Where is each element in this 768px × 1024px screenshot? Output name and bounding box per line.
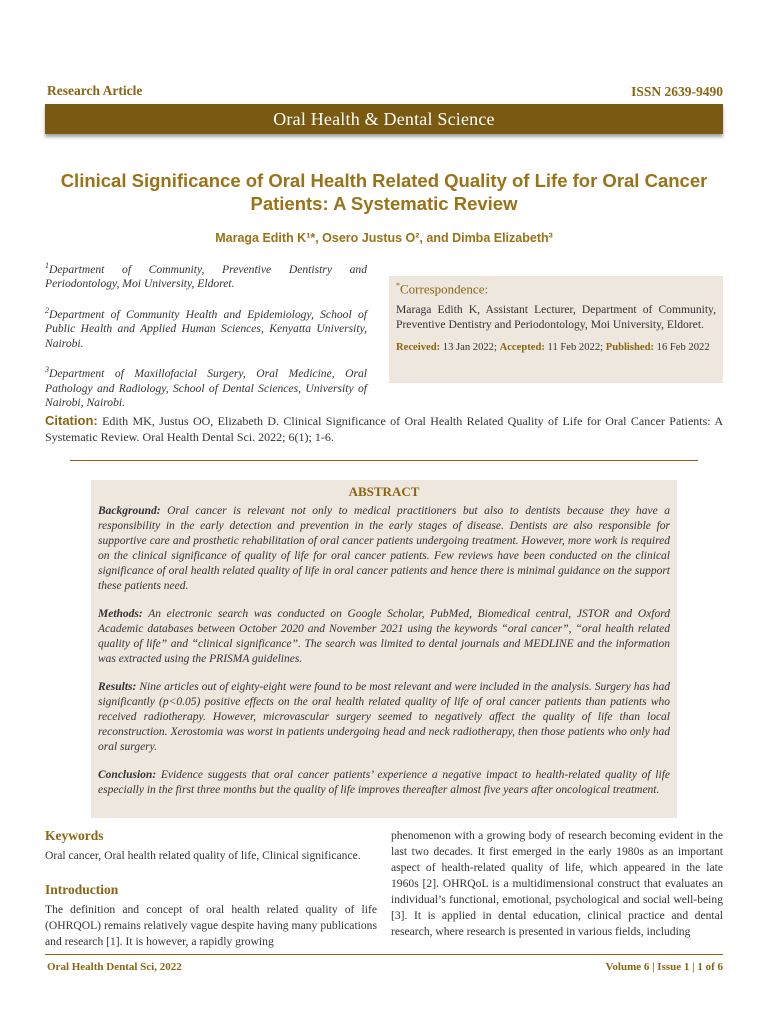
keywords-text: Oral cancer, Oral health related quality of life, Clinical significance.	[45, 849, 361, 862]
correspondence-mark: *	[396, 281, 400, 290]
keywords-heading: Keywords	[45, 828, 104, 843]
affiliation-number: 2	[45, 305, 49, 315]
conclusion-text: Evidence suggests that oral cancer patients’ experience a negative impact to health-related quality of life especially in the first three months but the quality of life improves thereafter almost five years after oncological treatment.	[98, 769, 670, 796]
affiliation-number: 3	[45, 365, 49, 375]
affiliations	[45, 259, 367, 423]
affiliation-item	[45, 259, 367, 292]
introduction-text-right: phenomenon with a growing body of research becoming evident in the last two decades. It first emerged in the early 1980s as an important aspect of health-related quality of life, which appeared in the late 1960s [2]. OHRQoL is a multidimensional construct that evaluates an individual’s functional, emotional, psychological and social well-being [3]. It is applied in dental education, clinical practice and dental research, where research is presented in various fields, including	[391, 829, 723, 938]
background-text: Oral cancer is relevant not only to medical practitioners but also to dentists because they have a responsibility in the early detection and prevention in the early stages of disease. Dentists are also responsible for supportive care and prosthetic rehabilitation of oral cancer patients undergoing treatment. However, more work is required on the clinical significance of quality of life for oral cancer patients. Few reviews have been conducted on the clinical significance of oral health related quality of life in oral cancer patients and hence there is minimal guidance on the support these patients need.	[98, 505, 670, 592]
journal-banner	[45, 104, 723, 134]
section-divider	[70, 460, 698, 461]
results-text: Nine articles out of eighty-eight were found to be most relevant and were included in the analysis. Surgery has had significantly (p<0.05) positive effects on the oral health related quality of life of oral cancer patients than patients who received radiotherapy. However, microvascular surgery seemed to negatively affect the quality of life than local reconstruction. Xerostomia was worst in patients undergoing head and neck radiotherapy, then those patients who only had oral surgery.	[98, 681, 670, 753]
methods-label: Methods:	[98, 608, 143, 620]
introduction-heading: Introduction	[45, 882, 119, 897]
accepted-date: 11 Feb 2022;	[544, 342, 606, 354]
author-list: Maraga Edith K¹*, Osero Justus O², and Dimba Elizabeth³	[215, 231, 553, 245]
citation-label: Citation:	[45, 413, 98, 428]
introduction-text-left: The definition and concept of oral health related quality of life (OHRQOL) remains relatively vague despite having many publications and research [1]. It is however, a rapidly growing	[45, 903, 377, 948]
paper-title: Clinical Significance of Oral Health Related Quality of Life for Oral Cancer Patients: A Systematic Review	[60, 170, 708, 214]
footer-journal: Oral Health Dental Sci, 2022	[47, 961, 182, 973]
abstract-box	[91, 480, 677, 818]
affiliation-item	[45, 304, 367, 351]
affiliation-text: Department of Maxillofacial Surgery, Oral Medicine, Oral Pathology and Radiology, School of Dental Sciences, University of Nairobi, Nairobi.	[45, 367, 367, 410]
right-column	[391, 828, 723, 940]
background-label: Background:	[98, 505, 161, 517]
abstract-conclusion	[98, 768, 670, 798]
affiliation-text: Department of Community Health and Epidemiology, School of Public Health and Applied Human Sciences, Kenyatta University, Nairobi.	[45, 307, 367, 350]
citation-text: Edith MK, Justus OO, Elizabeth D. Clinical Significance of Oral Health Related Quality of Life for Oral Cancer Patients: A Systematic Review. Oral Health Dental Sci. 2022; 6(1); 1-6.	[45, 414, 723, 444]
published-label: Published:	[605, 342, 654, 354]
abstract-background	[98, 504, 670, 594]
affiliation-item	[45, 363, 367, 410]
correspondence-text: Maraga Edith K, Assistant Lecturer, Department of Community, Preventive Dentistry and Periodontology, Moi University, Eldoret.	[396, 303, 716, 332]
accepted-label: Accepted:	[499, 342, 545, 354]
article-type-label: Research Article	[47, 83, 143, 98]
journal-name: Oral Health & Dental Science	[273, 108, 495, 129]
affiliation-number: 1	[45, 261, 49, 270]
footer-page-info: Volume 6 | Issue 1 | 1 of 6	[605, 961, 723, 973]
footer-divider	[45, 954, 723, 955]
left-column	[45, 828, 377, 950]
correspondence-heading	[396, 281, 716, 297]
publication-dates	[396, 342, 716, 353]
issn-label: ISSN 2639-9490	[631, 84, 723, 99]
abstract-methods	[98, 607, 670, 667]
received-label: Received:	[396, 342, 441, 354]
conclusion-label: Conclusion:	[98, 769, 157, 781]
citation	[45, 413, 723, 445]
results-label: Results:	[98, 681, 137, 693]
affiliation-text: Department of Community, Preventive Dentistry and Periodontology, Moi University, Eldoret.	[45, 262, 367, 291]
correspondence-box	[389, 276, 723, 383]
received-date: 13 Jan 2022;	[440, 342, 500, 354]
correspondence-heading-text: Correspondence:	[400, 281, 489, 297]
published-date: 16 Feb 2022	[654, 342, 710, 354]
abstract-results	[98, 680, 670, 755]
methods-text: An electronic search was conducted on Google Scholar, PubMed, Biomedical central, JSTOR and Oxford Academic databases between October 2020 and November 2021 using the keywords “oral cancer”, “oral health related quality of life” and “clinical significance”. The search was limited to dental journals and MEDLINE and the information was extracted using the PRISMA guidelines.	[98, 608, 670, 665]
abstract-heading: ABSTRACT	[348, 484, 420, 499]
